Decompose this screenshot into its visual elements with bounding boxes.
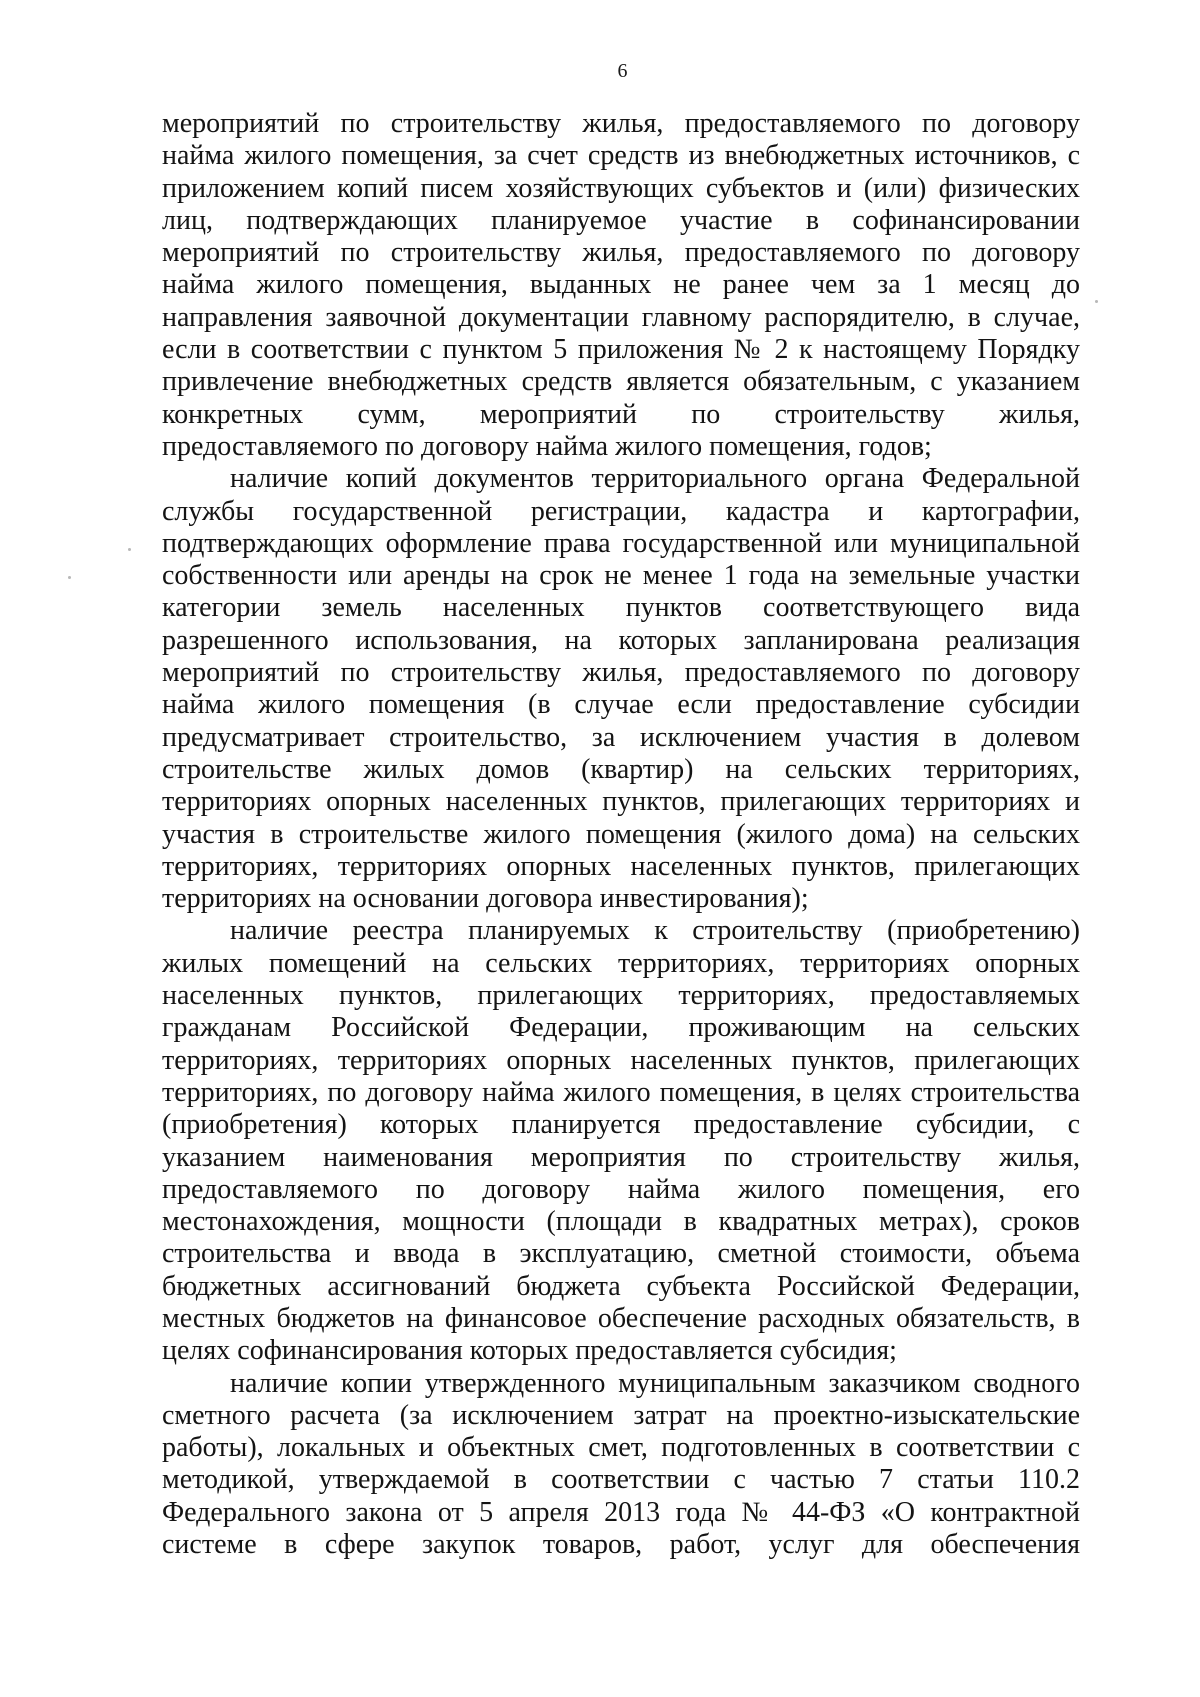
text-line: привлечение внебюджетных средств является обязательным, с указанием [162,366,1080,398]
text-line: местонахождения, мощности (площади в квадратных метрах), сроков [162,1206,1080,1238]
text-line: методикой, утверждаемой в соответствии с частью 7 статьи 110.2 [162,1464,1080,1496]
text-line: территориях, территориях опорных населенных пунктов, прилегающих [162,1044,1080,1076]
text-line: территориях, по договору найма жилого помещения, в целях строительства [162,1076,1080,1108]
text-line: жилых помещений на сельских территориях, территориях опорных [162,947,1080,979]
text-line: направления заявочной документации главному распорядителю, в случае, [162,301,1080,333]
text-line: предусматривает строительство, за исключением участия в долевом [162,721,1080,753]
text-line: найма жилого помещения (в случае если предоставление субсидии [162,689,1080,721]
scan-speck [68,576,71,579]
paragraph [162,463,1080,915]
text-line: строительства и ввода в эксплуатацию, сметной стоимости, объема [162,1238,1080,1270]
text-line: населенных пунктов, прилегающих территориях, предоставляемых [162,980,1080,1012]
text-line: территориях на основании договора инвестирования); [162,883,809,915]
text-line: найма жилого помещения, выданных не ранее чем за 1 месяц до [162,269,1080,301]
text-line: (приобретения) которых планируется предоставление субсидии, с [162,1109,1080,1141]
text-line: мероприятий по строительству жилья, предоставляемого по договору [162,657,1080,689]
text-line: предоставляемого по договору найма жилого помещения, годов; [162,430,932,462]
text-line: службы государственной регистрации, кадастра и картографии, [162,495,1080,527]
text-line: наличие копии утвержденного муниципальным заказчиком сводного [230,1367,1080,1399]
paragraph [162,1368,1080,1562]
paragraph [162,108,1080,463]
text-line: предоставляемого по договору найма жилого помещения, его [162,1173,1080,1205]
text-line: наличие реестра планируемых к строительству (приобретению) [230,915,1080,947]
text-line: строительстве жилых домов (квартир) на сельских территориях, [162,753,1080,785]
text-line: сметного расчета (за исключением затрат на проектно-изыскательские [162,1399,1080,1431]
text-line: лиц, подтверждающих планируемое участие в софинансировании [162,204,1080,236]
text-line: целях софинансирования которых предоставляется субсидия; [162,1335,897,1367]
text-line: местных бюджетов на финансовое обеспечение расходных обязательств, в [162,1302,1080,1334]
text-line: бюджетных ассигнований бюджета субъекта Российской Федерации, [162,1270,1080,1302]
text-line: если в соответствии с пунктом 5 приложения № 2 к настоящему Порядку [162,334,1080,366]
scan-speck [128,548,131,551]
text-line: участия в строительстве жилого помещения (жилого дома) на сельских [162,818,1080,850]
text-line: собственности или аренды на срок не менее 1 года на земельные участки [162,560,1080,592]
text-line: подтверждающих оформление права государственной или муниципальной [162,527,1080,559]
text-line: мероприятий по строительству жилья, предоставляемого по договору [162,108,1080,139]
text-line: приложением копий писем хозяйствующих субъектов и (или) физических [162,172,1080,204]
text-line: работы), локальных и объектных смет, подготовленных в соответствии с [162,1432,1080,1464]
page-number: 6 [617,60,628,82]
text-line: мероприятий по строительству жилья, предоставляемого по договору [162,237,1080,269]
text-line: категории земель населенных пунктов соответствующего вида [162,592,1080,624]
text-line: гражданам Российской Федерации, проживающим на сельских [162,1012,1080,1044]
text-line: разрешенного использования, на которых запланирована реализация [162,624,1080,656]
text-line: системе в сфере закупок товаров, работ, услуг для обеспечения [162,1529,1080,1561]
paragraph [162,915,1080,1367]
document-body [162,108,1080,1561]
text-line: наличие копий документов территориального органа Федеральной [230,463,1080,495]
text-line: конкретных сумм, мероприятий по строительству жилья, [162,398,1080,430]
text-line: указанием наименования мероприятия по строительству жилья, [162,1141,1080,1173]
text-line: территориях, территориях опорных населенных пунктов, прилегающих [162,850,1080,882]
text-line: территориях опорных населенных пунктов, прилегающих территориях и [162,786,1080,818]
text-line: Федерального закона от 5 апреля 2013 года № 44-ФЗ «О контрактной [162,1496,1080,1528]
text-line: найма жилого помещения, за счет средств из внебюджетных источников, с [162,140,1080,172]
scan-speck [1095,300,1098,303]
